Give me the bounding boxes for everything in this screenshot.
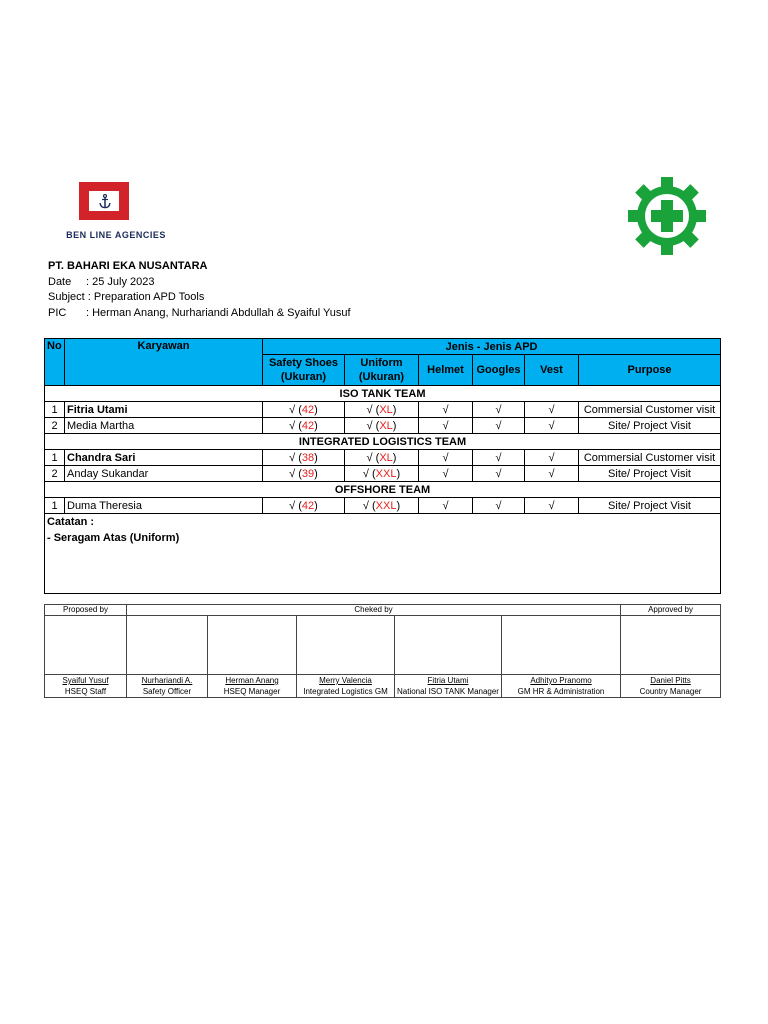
header-jenis-apd: Jenis - Jenis APD	[263, 339, 721, 355]
signatory-name: Daniel Pitts	[621, 675, 721, 687]
table-row: 1 Duma Theresia √ (42) √ (XXL) √ √ √ Site/ Project Visit	[45, 498, 721, 514]
employee-name: Fitria Utami	[65, 402, 263, 418]
pic-label: PIC	[48, 307, 67, 319]
subject-line: Subject : Preparation APD Tools	[48, 291, 205, 303]
header-googles: Googles	[473, 355, 525, 386]
flag-icon	[79, 182, 129, 220]
brand-name: BEN LINE AGENCIES	[66, 230, 166, 240]
header-purpose: Purpose	[579, 355, 721, 386]
notes: Catatan : - Seragam Atas (Uniform)	[45, 514, 721, 594]
checked-by-label: Cheked by	[127, 605, 621, 616]
signature-table	[44, 604, 721, 698]
pic-value: : Herman Anang, Nurhariandi Abdullah & Syaiful Yusuf	[86, 307, 351, 319]
company-name: PT. BAHARI EKA NUSANTARA	[48, 260, 208, 272]
signatory-role: GM HR & Administration	[502, 686, 621, 698]
header-uniform: Uniform (Ukuran)	[345, 355, 419, 386]
table-row: 1 Chandra Sari √ (38) √ (XL) √ √ √ Commersial Customer visit	[45, 450, 721, 466]
signature-box	[502, 616, 621, 675]
signatory-name: Merry Valencia	[297, 675, 395, 687]
date-value: : 25 July 2023	[86, 276, 155, 288]
employee-name: Media Martha	[65, 418, 263, 434]
team-header: INTEGRATED LOGISTICS TEAM	[45, 434, 721, 450]
signature-box	[127, 616, 208, 675]
employee-name: Duma Theresia	[65, 498, 263, 514]
signature-box	[45, 616, 127, 675]
header-no: No	[45, 339, 65, 386]
employee-name: Anday Sukandar	[65, 466, 263, 482]
safety-gear-cross-icon	[626, 175, 708, 257]
signature-box	[297, 616, 395, 675]
proposed-by-label: Proposed by	[45, 605, 127, 616]
purpose: Commersial Customer visit	[579, 450, 721, 466]
employee-name: Chandra Sari	[65, 450, 263, 466]
apd-table	[44, 338, 721, 594]
signatory-name: Nurhariandi A.	[127, 675, 208, 687]
purpose: Site/ Project Visit	[579, 466, 721, 482]
approved-by-label: Approved by	[621, 605, 721, 616]
company-logo	[66, 180, 166, 246]
signatory-name: Fitria Utami	[395, 675, 502, 687]
table-row: 2 Anday Sukandar √ (39) √ (XXL) √ √ √ Site/ Project Visit	[45, 466, 721, 482]
purpose: Commersial Customer visit	[579, 402, 721, 418]
signature-box	[208, 616, 297, 675]
header-karyawan: Karyawan	[65, 339, 263, 386]
table-row: 2 Media Martha √ (42) √ (XL) √ √ √ Site/ Project Visit	[45, 418, 721, 434]
signatory-role: National ISO TANK Manager	[395, 686, 502, 698]
team-header: OFFSHORE TEAM	[45, 482, 721, 498]
signatory-role: Integrated Logistics GM	[297, 686, 395, 698]
anchor-icon	[99, 194, 111, 209]
signatory-role: Safety Officer	[127, 686, 208, 698]
table-row: 1 Fitria Utami √ (42) √ (XL) √ √ √ Commersial Customer visit	[45, 402, 721, 418]
purpose: Site/ Project Visit	[579, 498, 721, 514]
signatory-name: Syaiful Yusuf	[45, 675, 127, 687]
signatory-name: Adhityo Pranomo	[502, 675, 621, 687]
date-label: Date	[48, 276, 72, 288]
team-header: ISO TANK TEAM	[45, 386, 721, 402]
header-helmet: Helmet	[419, 355, 473, 386]
signatory-name: Herman Anang	[208, 675, 297, 687]
signatory-role: Country Manager	[621, 686, 721, 698]
header-safety-shoes: Safety Shoes (Ukuran)	[263, 355, 345, 386]
signatory-role: HSEQ Manager	[208, 686, 297, 698]
signature-box	[395, 616, 502, 675]
signatory-role: HSEQ Staff	[45, 686, 127, 698]
purpose: Site/ Project Visit	[579, 418, 721, 434]
header-vest: Vest	[525, 355, 579, 386]
signature-box	[621, 616, 721, 675]
